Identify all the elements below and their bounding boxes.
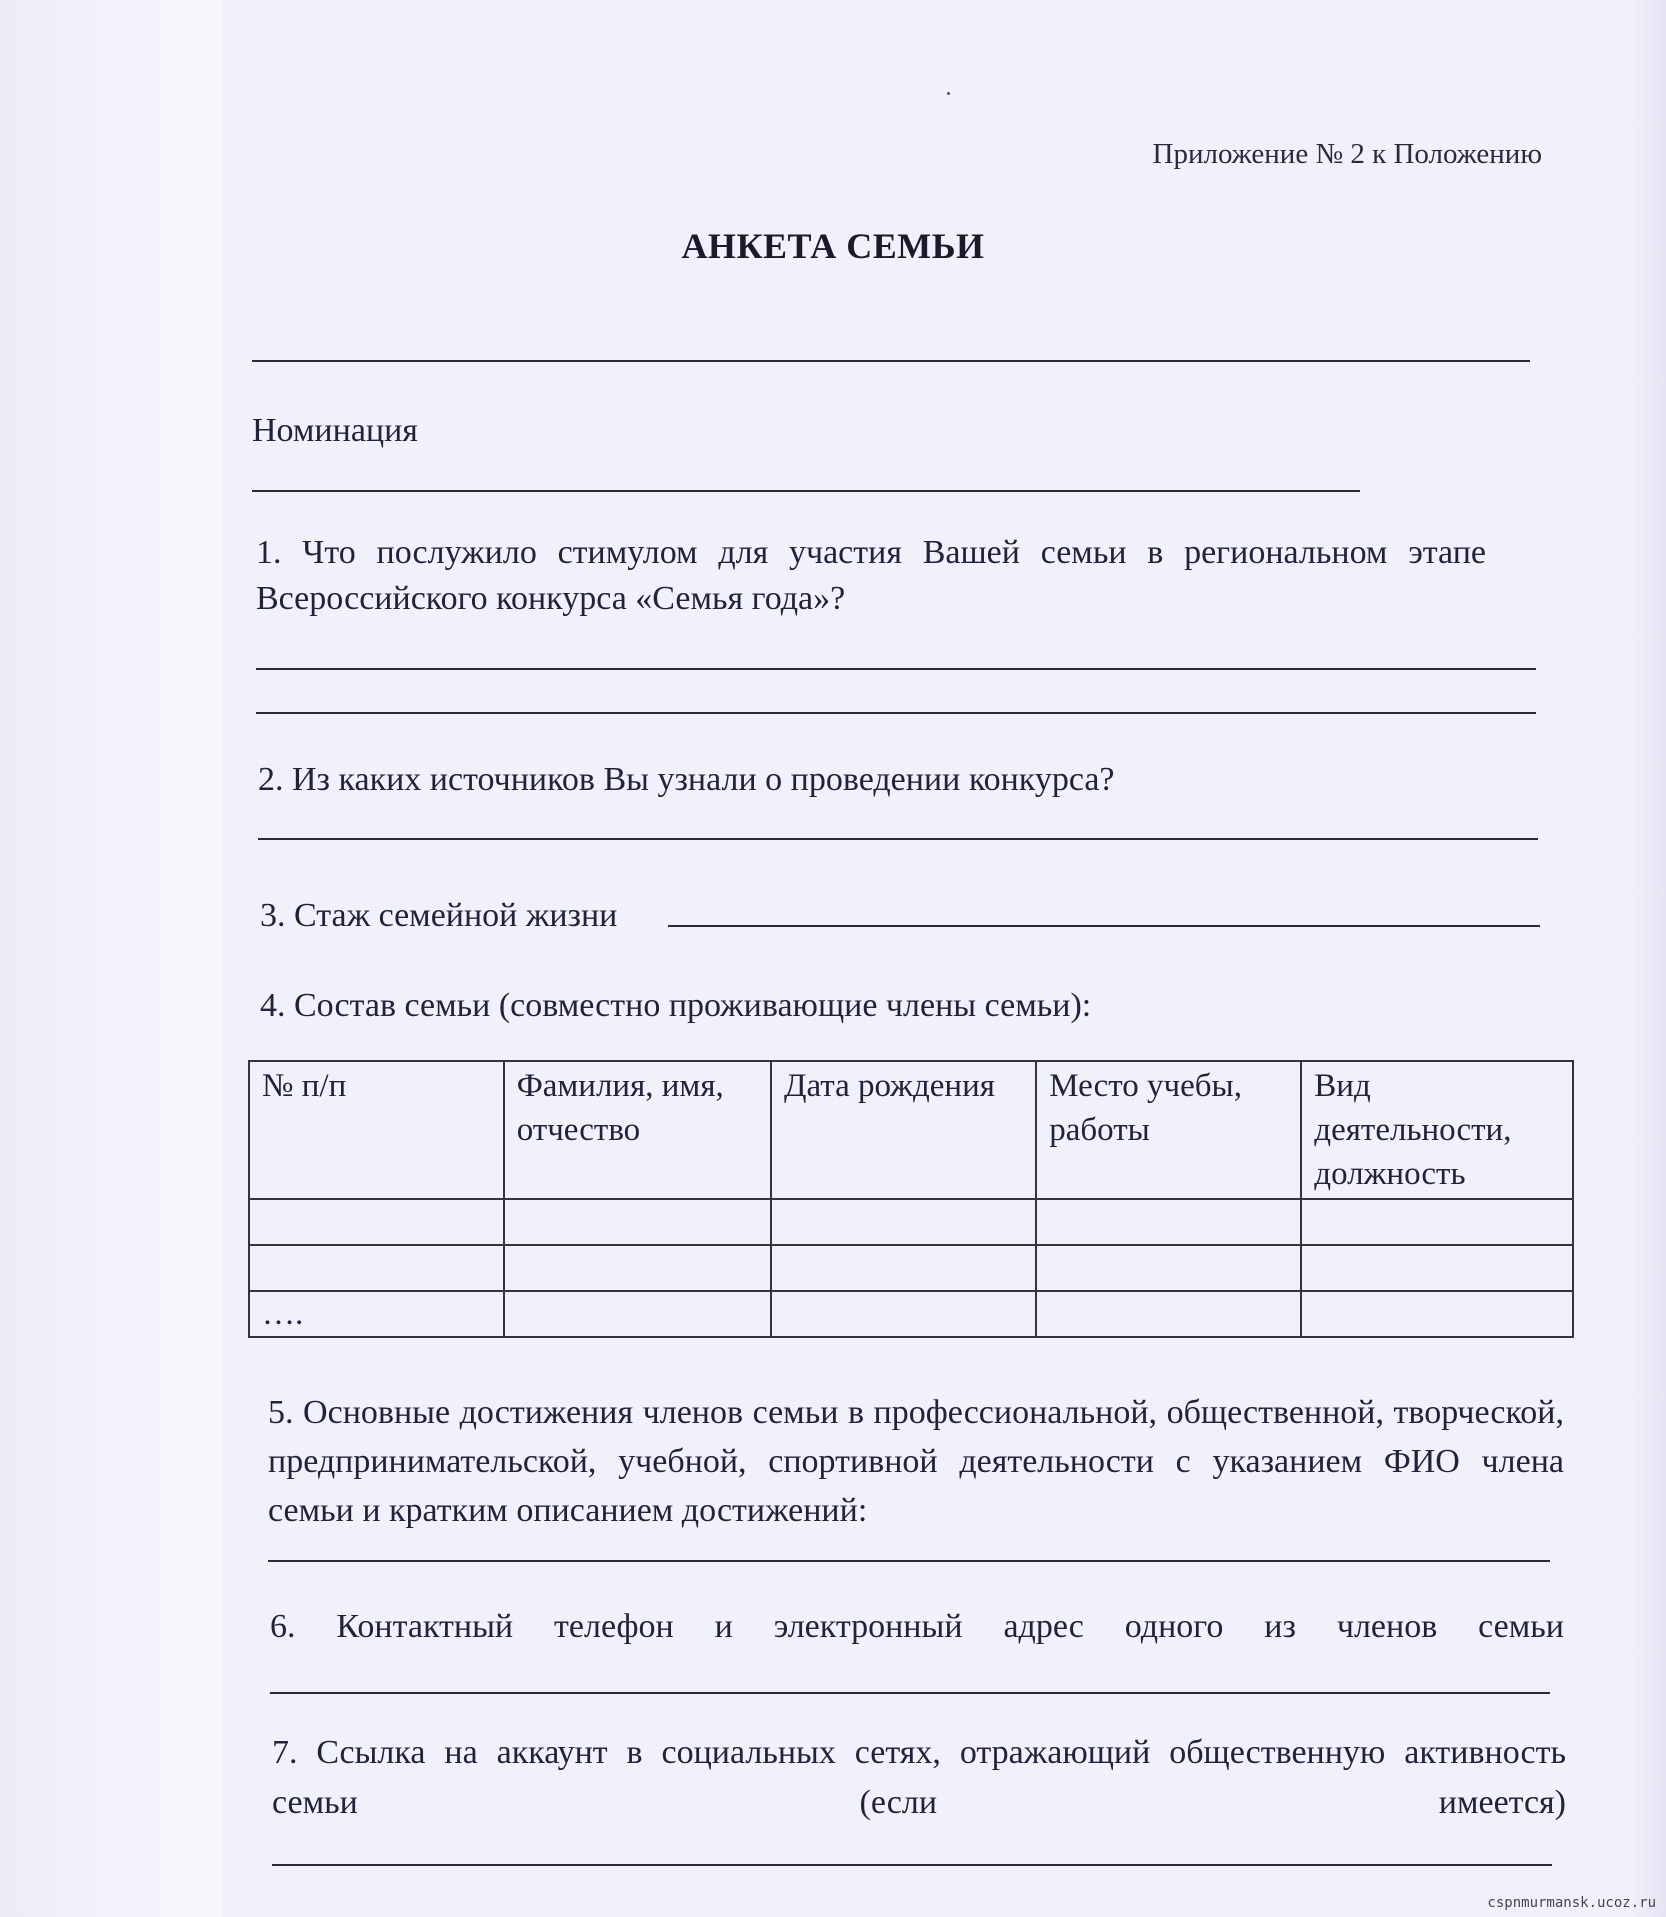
table-row <box>249 1199 1573 1245</box>
site-watermark: cspnmurmansk.ucoz.ru <box>1487 1895 1656 1911</box>
table-row <box>249 1291 1573 1337</box>
appendix-label: Приложение № 2 к Положению <box>1152 138 1542 170</box>
table-row <box>249 1245 1573 1291</box>
table-cell[interactable] <box>1301 1199 1573 1245</box>
col-header-birth-date: Дата рождения <box>771 1061 1036 1199</box>
question-5: 5. Основные достижения членов семьи в профессиональной, общественной, творческой, предпринимательской, учебной, спортивной деятельности с указанием ФИО члена семьи и кратким описанием достижений: <box>268 1394 1564 1529</box>
question-3: 3. Стаж семейной жизни <box>260 897 618 934</box>
table-cell[interactable] <box>504 1291 771 1337</box>
question-7: 7. Ссылка на аккаунт в социальных сетях, отражающий общественную активность семьи (если имеется) <box>272 1734 1566 1821</box>
table-cell[interactable] <box>1301 1245 1573 1291</box>
nomination-line[interactable] <box>252 490 1360 492</box>
table-cell-ellipsis[interactable]: …. <box>249 1291 504 1337</box>
question-2: 2. Из каких источников Вы узнали о проведении конкурса? <box>258 761 1115 798</box>
table-cell[interactable] <box>249 1245 504 1291</box>
table-cell[interactable] <box>504 1199 771 1245</box>
table-cell[interactable] <box>1036 1199 1301 1245</box>
question-1: 1. Что послужило стимулом для участия Вашей семьи в региональном этапе Всероссийского конкурса «Семья года»? <box>256 534 1486 617</box>
question-6: 6. Контактный телефон и электронный адрес одного из членов семьи <box>270 1608 1564 1645</box>
answer-2-line[interactable] <box>258 838 1538 840</box>
col-header-number: № п/п <box>249 1061 504 1199</box>
table-cell[interactable] <box>1301 1291 1573 1337</box>
answer-1-line-1[interactable] <box>256 668 1536 670</box>
table-cell[interactable] <box>771 1245 1036 1291</box>
family-composition-table <box>248 1060 1574 1338</box>
table-cell[interactable] <box>771 1291 1036 1337</box>
answer-7-line[interactable] <box>272 1864 1552 1866</box>
family-name-line[interactable] <box>252 360 1530 362</box>
col-header-occupation: Вид деятельности, должность <box>1301 1061 1573 1199</box>
table-cell[interactable] <box>1036 1291 1301 1337</box>
form-title-text: АНКЕТА СЕМЬИ <box>681 226 985 266</box>
answer-3-line[interactable] <box>668 925 1540 927</box>
col-header-full-name: Фамилия, имя, отчество <box>504 1061 771 1199</box>
answer-1-line-2[interactable] <box>256 712 1536 714</box>
table-header-row <box>249 1061 1573 1199</box>
table-cell[interactable] <box>504 1245 771 1291</box>
table-cell[interactable] <box>249 1199 504 1245</box>
scan-speck <box>947 92 950 95</box>
question-4: 4. Состав семьи (совместно проживающие члены семьи): <box>260 987 1092 1024</box>
nomination-label: Номинация <box>252 412 418 449</box>
answer-5-line[interactable] <box>268 1560 1550 1562</box>
table-cell[interactable] <box>1036 1245 1301 1291</box>
table-cell[interactable] <box>771 1199 1036 1245</box>
answer-6-line[interactable] <box>270 1692 1550 1694</box>
form-title <box>0 225 1666 267</box>
col-header-study-work-place: Место учебы, работы <box>1036 1061 1301 1199</box>
